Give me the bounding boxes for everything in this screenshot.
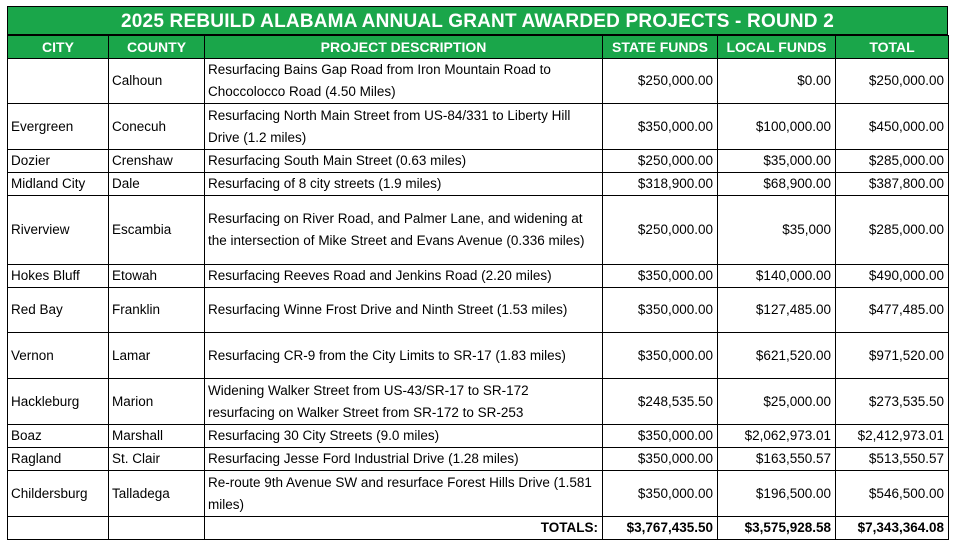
cell-county: Calhoun [109, 59, 205, 104]
cell-local-funds: $35,000 [718, 196, 836, 265]
table-row [8, 425, 949, 448]
cell-county: Crenshaw [109, 150, 205, 173]
cell-state-funds: $350,000.00 [603, 104, 718, 150]
cell-state-funds: $350,000.00 [603, 265, 718, 288]
cell-description: Resurfacing Winne Frost Drive and Ninth Street (1.53 miles) [205, 288, 603, 333]
cell-city: Childersburg [8, 471, 109, 517]
table-row [8, 379, 949, 425]
col-header-total: TOTAL [836, 36, 949, 59]
cell-description: Resurfacing Reeves Road and Jenkins Road (2.20 miles) [205, 265, 603, 288]
cell-local-funds: $196,500.00 [718, 471, 836, 517]
cell-city: Midland City [8, 173, 109, 196]
cell-state-funds: $350,000.00 [603, 288, 718, 333]
cell-local-funds: $100,000.00 [718, 104, 836, 150]
col-header-local-funds: LOCAL FUNDS [718, 36, 836, 59]
cell-county: Escambia [109, 196, 205, 265]
totals-empty-cell [8, 517, 109, 540]
cell-city: Riverview [8, 196, 109, 265]
table-row [8, 288, 949, 333]
cell-total: $490,000.00 [836, 265, 949, 288]
cell-local-funds: $0.00 [718, 59, 836, 104]
cell-county: Franklin [109, 288, 205, 333]
cell-local-funds: $25,000.00 [718, 379, 836, 425]
cell-description: Resurfacing 30 City Streets (9.0 miles) [205, 425, 603, 448]
cell-city: Dozier [8, 150, 109, 173]
table-row [8, 333, 949, 379]
table-title: 2025 REBUILD ALABAMA ANNUAL GRANT AWARDED PROJECTS - ROUND 2 [7, 6, 948, 35]
cell-state-funds: $350,000.00 [603, 448, 718, 471]
totals-total: $7,343,364.08 [836, 517, 949, 540]
cell-county: Lamar [109, 333, 205, 379]
grant-table-container [7, 6, 948, 540]
cell-city [8, 59, 109, 104]
cell-city: Vernon [8, 333, 109, 379]
cell-total: $450,000.00 [836, 104, 949, 150]
cell-state-funds: $350,000.00 [603, 425, 718, 448]
cell-county: St. Clair [109, 448, 205, 471]
table-row [8, 265, 949, 288]
cell-county: Marion [109, 379, 205, 425]
cell-total: $2,412,973.01 [836, 425, 949, 448]
cell-local-funds: $127,485.00 [718, 288, 836, 333]
cell-state-funds: $350,000.00 [603, 471, 718, 517]
cell-description: Resurfacing Jesse Ford Industrial Drive (1.28 miles) [205, 448, 603, 471]
col-header-description: PROJECT DESCRIPTION [205, 36, 603, 59]
table-row [8, 448, 949, 471]
cell-description: Resurfacing South Main Street (0.63 miles) [205, 150, 603, 173]
cell-total: $273,535.50 [836, 379, 949, 425]
table-body [8, 59, 949, 540]
cell-state-funds: $318,900.00 [603, 173, 718, 196]
cell-local-funds: $35,000.00 [718, 150, 836, 173]
cell-total: $477,485.00 [836, 288, 949, 333]
header-row [8, 36, 949, 59]
cell-city: Hackleburg [8, 379, 109, 425]
cell-description: Resurfacing CR-9 from the City Limits to SR-17 (1.83 miles) [205, 333, 603, 379]
totals-empty-cell [109, 517, 205, 540]
cell-state-funds: $250,000.00 [603, 196, 718, 265]
cell-description: Re-route 9th Avenue SW and resurface Forest Hills Drive (1.581 miles) [205, 471, 603, 517]
cell-city: Boaz [8, 425, 109, 448]
cell-state-funds: $248,535.50 [603, 379, 718, 425]
cell-city: Hokes Bluff [8, 265, 109, 288]
cell-total: $285,000.00 [836, 150, 949, 173]
table-row [8, 104, 949, 150]
totals-row [8, 517, 949, 540]
totals-state-funds: $3,767,435.50 [603, 517, 718, 540]
cell-description: Resurfacing of 8 city streets (1.9 miles) [205, 173, 603, 196]
cell-city: Red Bay [8, 288, 109, 333]
cell-total: $513,550.57 [836, 448, 949, 471]
table-row [8, 59, 949, 104]
cell-total: $387,800.00 [836, 173, 949, 196]
cell-state-funds: $350,000.00 [603, 333, 718, 379]
cell-local-funds: $68,900.00 [718, 173, 836, 196]
cell-local-funds: $140,000.00 [718, 265, 836, 288]
cell-county: Etowah [109, 265, 205, 288]
col-header-city: CITY [8, 36, 109, 59]
cell-local-funds: $163,550.57 [718, 448, 836, 471]
cell-description: Resurfacing on River Road, and Palmer Lane, and widening at the intersection of Mike Street and Evans Avenue (0.336 miles) [205, 196, 603, 265]
cell-city: Evergreen [8, 104, 109, 150]
col-header-county: COUNTY [109, 36, 205, 59]
cell-total: $971,520.00 [836, 333, 949, 379]
grant-projects-table [7, 35, 949, 540]
cell-city: Ragland [8, 448, 109, 471]
table-row [8, 471, 949, 517]
cell-total: $285,000.00 [836, 196, 949, 265]
table-row [8, 196, 949, 265]
table-row [8, 150, 949, 173]
totals-label: TOTALS: [205, 517, 603, 540]
cell-local-funds: $621,520.00 [718, 333, 836, 379]
cell-county: Dale [109, 173, 205, 196]
cell-total: $250,000.00 [836, 59, 949, 104]
cell-county: Marshall [109, 425, 205, 448]
cell-county: Conecuh [109, 104, 205, 150]
cell-local-funds: $2,062,973.01 [718, 425, 836, 448]
cell-total: $546,500.00 [836, 471, 949, 517]
cell-description: Resurfacing North Main Street from US-84/331 to Liberty Hill Drive (1.2 miles) [205, 104, 603, 150]
cell-description: Resurfacing Bains Gap Road from Iron Mountain Road to Choccolocco Road (4.50 Miles) [205, 59, 603, 104]
col-header-state-funds: STATE FUNDS [603, 36, 718, 59]
cell-county: Talladega [109, 471, 205, 517]
cell-state-funds: $250,000.00 [603, 59, 718, 104]
totals-local-funds: $3,575,928.58 [718, 517, 836, 540]
table-row [8, 173, 949, 196]
cell-description: Widening Walker Street from US-43/SR-17 to SR-172 resurfacing on Walker Street from SR-172 to SR-253 [205, 379, 603, 425]
cell-state-funds: $250,000.00 [603, 150, 718, 173]
